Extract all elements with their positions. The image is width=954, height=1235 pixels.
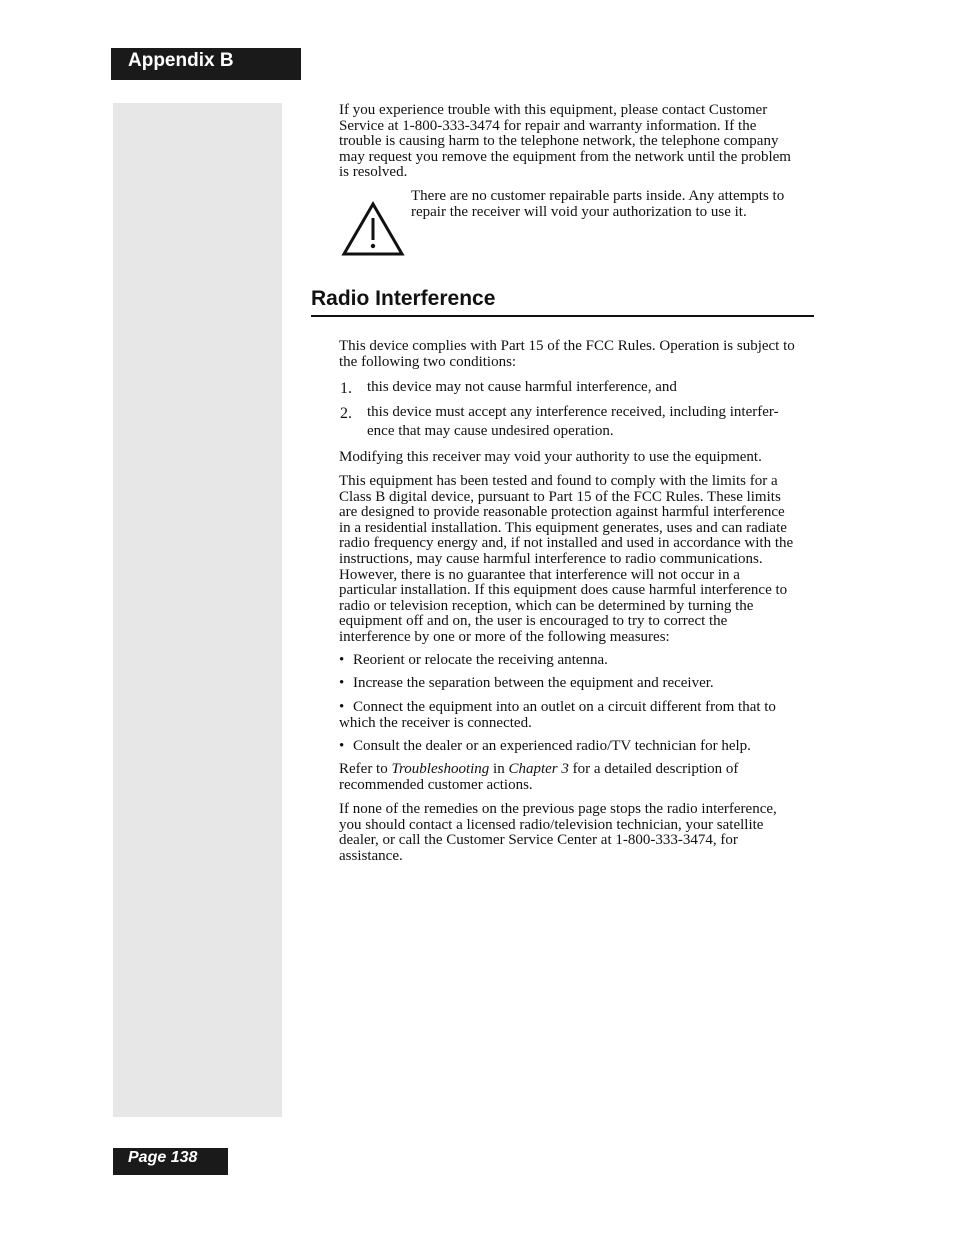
bullet-marker: •	[339, 699, 345, 715]
text-line: Service at 1-800-333-3474 for repair and warranty information. If the	[339, 117, 757, 134]
condition-text	[367, 380, 677, 396]
warning-triangle-icon	[341, 201, 405, 257]
troubleshooting-reference: Troubleshooting	[391, 761, 490, 777]
text-line: the following two conditions:	[339, 353, 517, 370]
tested-paragraph	[339, 474, 793, 646]
text-line: may request you remove the equipment from the network until the problem	[339, 148, 791, 165]
text-line: you should contact a licensed radio/television technician, your satellite	[339, 816, 764, 833]
section-divider	[311, 315, 814, 317]
page-number-label: Page 138	[128, 1149, 198, 1166]
text-line: dealer, or call the Customer Service Center at 1-800-333-3474, for	[339, 832, 738, 849]
text-line: However, there is no guarantee that interference will not occur in a	[339, 566, 740, 583]
text-line: There are no customer repairable parts inside. Any attempts to	[411, 188, 785, 204]
text-line: equipment off and on, the user is encouraged to try to correct the	[339, 613, 728, 630]
text-line: this device must accept any interference received, including interfer-	[367, 404, 779, 420]
text-line: recommended customer actions.	[339, 776, 533, 793]
text-line: this device may not cause harmful interference, and	[367, 379, 677, 395]
measure-text: Increase the separation between the equipment and receiver.	[353, 675, 714, 691]
text-line: repair the receiver will void your authorization to use it.	[411, 203, 747, 220]
warning-paragraph	[411, 189, 816, 220]
chapter-reference: Chapter 3	[508, 761, 569, 777]
section-title: Radio Interference	[311, 287, 496, 310]
text-line: assistance.	[339, 847, 403, 864]
condition-text	[367, 405, 779, 439]
measure-text: Connect the equipment into an outlet on a circuit different from that to	[353, 699, 776, 715]
text-line: radio frequency energy and, if not installed and used in accordance with the	[339, 535, 794, 552]
sidebar-panel	[113, 103, 282, 1117]
text-line: radio or television reception, which can be determined by turning the	[339, 597, 754, 614]
refer-middle: in	[489, 761, 509, 777]
appendix-label: Appendix B	[128, 50, 234, 71]
appendix-header	[111, 48, 301, 80]
compliance-paragraph	[339, 339, 795, 370]
refer-suffix: for a detailed description of	[568, 761, 739, 777]
measure-item	[339, 739, 751, 755]
text-line: instructions, may cause harmful interference to radio communications.	[339, 550, 763, 567]
bullet-marker: •	[339, 652, 345, 668]
measure-text: Consult the dealer or an experienced radio/TV technician for help.	[353, 738, 751, 754]
refer-prefix: Refer to	[339, 761, 392, 777]
text-line: is resolved.	[339, 164, 408, 181]
page-number-tab	[113, 1148, 228, 1175]
remedies-paragraph	[339, 802, 777, 864]
text-line: ence that may cause undesired operation.	[367, 422, 614, 439]
measure-item	[339, 700, 776, 731]
measure-text: Reorient or relocate the receiving antenna.	[353, 652, 608, 668]
text-line: This device complies with Part 15 of the FCC Rules. Operation is subject to	[339, 338, 795, 354]
text-line: If you experience trouble with this equipment, please contact Customer	[339, 102, 768, 118]
measure-text: which the receiver is connected.	[339, 714, 532, 731]
refer-paragraph	[339, 762, 738, 793]
condition-number: 2.	[340, 405, 352, 422]
modifying-paragraph	[339, 450, 762, 466]
text-line: trouble is causing harm to the telephone network, the telephone company	[339, 133, 779, 150]
text-line: particular installation. If this equipment does cause harmful interference to	[339, 582, 788, 599]
text-line: This equipment has been tested and found to comply with the limits for a	[339, 473, 778, 489]
bullet-marker: •	[339, 738, 345, 754]
text-line: interference by one or more of the following measures:	[339, 628, 670, 645]
bullet-marker: •	[339, 675, 345, 691]
text-line: in a residential installation. This equipment generates, uses and can radiate	[339, 519, 787, 536]
text-line: Modifying this receiver may void your authority to use the equipment.	[339, 449, 762, 465]
text-line: are designed to provide reasonable protection against harmful interference	[339, 504, 785, 521]
text-line: If none of the remedies on the previous page stops the radio interference,	[339, 801, 777, 817]
measure-item	[339, 653, 608, 669]
trouble-paragraph	[339, 103, 791, 181]
measure-item	[339, 676, 714, 692]
text-line: Class B digital device, pursuant to Part 15 of the FCC Rules. These limits	[339, 488, 781, 505]
condition-number: 1.	[340, 380, 352, 397]
